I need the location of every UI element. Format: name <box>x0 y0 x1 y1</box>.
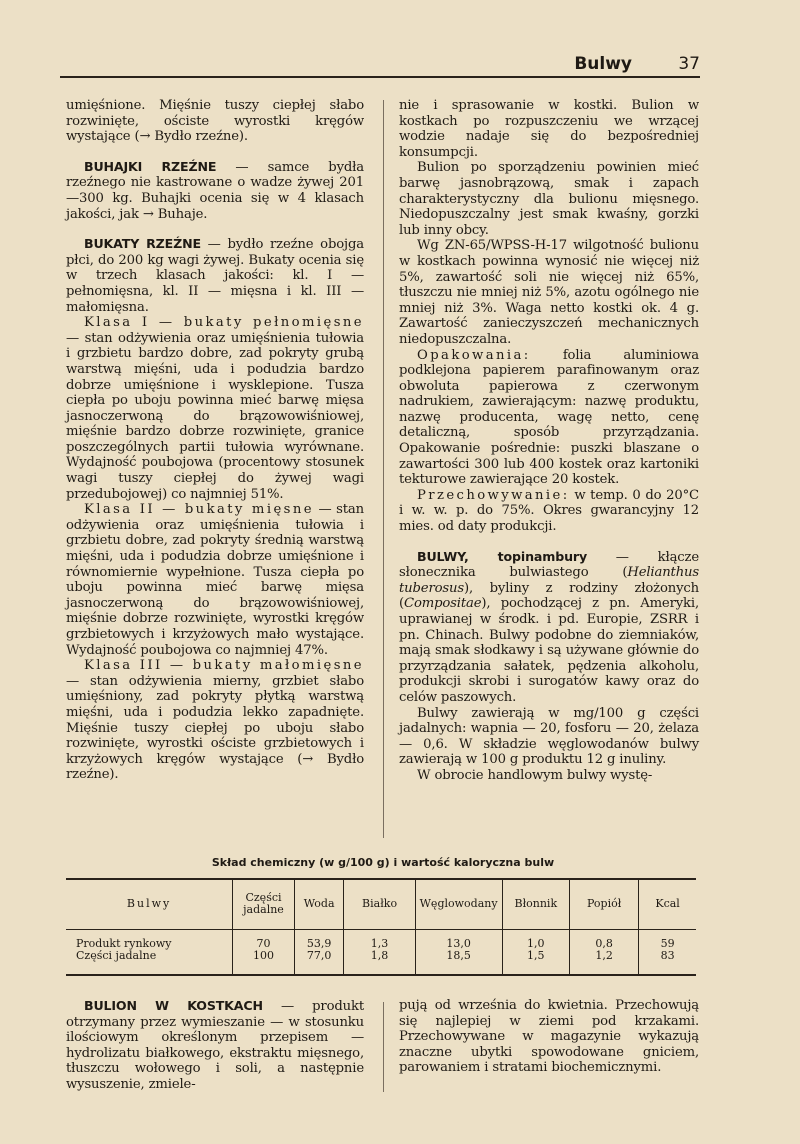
paragraph: W obrocie handlowym bulwy wystę- <box>417 767 653 783</box>
table-cell <box>639 929 696 964</box>
table-header-cell: Białko <box>344 879 415 929</box>
cell-text: 1,5 <box>527 948 545 962</box>
paragraph-text: w temp. 0 do 20°C i w. w. p. do 75%. Okres gwarancyjny 12 mies. od daty produkcji. <box>399 487 699 535</box>
table-cell <box>233 929 295 964</box>
table-header-row <box>66 879 696 929</box>
entry-text: ), byliny z rodziny złożonych ( <box>399 580 699 612</box>
packaging-paragraph <box>399 348 699 488</box>
table-cell <box>415 929 502 964</box>
table-header-cell: Błonnik <box>502 879 569 929</box>
paragraph-text: — stan odżywienia oraz umięśnienia tułowia i grzbietu bardzo dobre, zad pokryty grubą warstwą mięśni, uda i podudzia bardzo dobrze umięśnione i wysklepione. Tusza ciepła po uboju powinna mieć barwę mięsa jasnoczerwoną do brązowowiśniowej, mięśnie bardzo dobrze rozwinięte, granice poszczególnych partii tułowia wyrównane. Wydajność poubojowa (procentowy stosunek wagi tuszy ciepłej do żywej wagi przedubojowej) co najmniej 51%. <box>66 330 364 502</box>
cell-text: 13,0 <box>446 936 471 950</box>
table-header-cell: Węglowodany <box>415 879 502 929</box>
cell-text: 70 <box>256 936 271 950</box>
entry-text: — kłącze słonecznika bulwiastego ( <box>399 549 699 581</box>
table-row <box>66 929 696 964</box>
table-header-cell: Popiół <box>570 879 639 929</box>
cell-text: 18,5 <box>446 948 471 962</box>
entry-keyword: BULWY, topinambury <box>417 548 588 564</box>
cell-text: 83 <box>660 948 675 962</box>
paragraph: Bulwy zawierają w mg/100 g części jadalnych: wapnia — 20, fosforu — 20, żelaza — 0,6. W składzie węglowodanów bulwy zawierają w 100 g produktu 12 g inuliny. <box>399 705 699 768</box>
table-cell <box>344 929 415 964</box>
cell-text: 1,0 <box>527 936 545 950</box>
bottom-left-column <box>66 998 364 1093</box>
paragraph-text: — stan odżywienia oraz umięśnienia tułowia i grzbietu dobre, zad pokryty średnią warstwą mięśni, uda i podudzia dobrze umięśnione i równomiernie wypełnione. Tusza ciepła po uboju powinna mieć barwę mięsa jasnoczerwoną do brązowowiśniowej, mięśnie dobrze rozwinięte, wyrostki kręgów grzbietowych i krzyżowych mało wystające. Wydajność poubojowa co najmniej 47%. <box>66 502 364 658</box>
storage-paragraph <box>399 488 699 535</box>
cell-text: 0,8 <box>595 936 613 950</box>
paragraph-continuation: pują od września do kwietnia. Przechowują się najlepiej w ziemi pod krzakami. Przechowywane w magazynie wykazują znaczne ubytki spowodowane gniciem, parowaniem i stratami biochemicznymi. <box>399 998 699 1076</box>
spaced-term: Przechowywanie: <box>417 487 570 503</box>
right-column <box>399 98 699 784</box>
latin-family: Compositae <box>404 596 482 612</box>
header-title: Bulwy <box>574 54 632 74</box>
column-divider <box>383 1002 384 1092</box>
table-caption: Skład chemiczny (w g/100 g) i wartość kaloryczna bulw <box>211 856 555 869</box>
spaced-term: Klasa I — bukaty pełnomięsne <box>84 315 364 331</box>
cell-text: 53,9 <box>306 936 332 950</box>
class-one-paragraph <box>66 315 364 502</box>
entry-text: — samce bydła rzeźnego nie kastrowane o wadze żywej 201—300 kg. Buhajki ocenia się w 4 klasach jakości, jak → Buhaje. <box>66 159 364 222</box>
running-header <box>60 52 700 78</box>
page-number: 37 <box>678 54 700 74</box>
entry-buhajki <box>66 159 364 222</box>
table-header-cell: Kcal <box>639 879 696 929</box>
cell-text: 59 <box>660 936 675 950</box>
class-two-paragraph <box>66 502 364 658</box>
cell-text: 100 <box>252 948 274 962</box>
paragraph: Wg ZN-65/WPSS-H-17 wilgotność bulionu w kostkach powinna wynosić nie więcej niż 5%, zawartość soli nie więcej niż 65%, tłuszczu nie mniej niż 5%, azotu ogólnego nie mniej niż 3%. Waga netto kostki ok. 4 g. Zawartość zanieczyszczeń mechanicznych niedopuszczalna. <box>399 238 699 347</box>
spaced-term: Opakowania: <box>417 347 531 363</box>
entry-bukaty <box>66 236 364 315</box>
entry-bulwy <box>399 549 699 706</box>
table-header-cell: Części jadalne <box>233 879 295 929</box>
chemical-composition-table <box>66 878 696 976</box>
entry-keyword: BULION W KOSTKACH <box>84 998 263 1013</box>
entry-text: — bydło rzeźne obojga płci, do 200 kg wagi żywej. Bukaty ocenia się w trzech klasach jakości: kl. I — pełnomięsna, kl. II — mięsna i kl. III — małomięsna. <box>66 237 364 315</box>
entry-text: ), pochodzącej z pn. Ameryki, uprawianej w środk. i pd. Europie, ZSRR i pn. Chinach. Bulwy podobne do ziemniaków, mają smak słodkawy i są używane głównie do przyrządzania sałatek, pędzenia alkoholu, produkcji skrobi i surogatów kawy oraz do celów paszowych. <box>399 596 699 705</box>
latin-name: Helianthus tuberosus <box>399 565 699 596</box>
column-divider <box>383 100 384 838</box>
cell-text: 1,3 <box>370 936 389 950</box>
left-column <box>66 98 364 783</box>
table-cell <box>66 929 233 964</box>
entry-bulion <box>66 998 364 1093</box>
class-three-paragraph <box>66 658 364 783</box>
entry-text: — produkt otrzymany przez wymieszanie — w stosunku ilościowym określonym przepisem — hydrolizatu białkowego, ekstraktu mięsnego, tłuszczu wołowego i soli, a następnie wysuszenie, zmiele- <box>66 999 364 1092</box>
bottom-right-column <box>399 998 699 1076</box>
spaced-term: Klasa II — bukaty mięsne <box>84 502 314 518</box>
table-header-cell: Woda <box>294 879 344 929</box>
cell-text: 77,0 <box>306 948 332 962</box>
table-cell <box>502 929 569 964</box>
table-cell <box>570 929 639 964</box>
cell-text: 1,2 <box>595 948 613 962</box>
cell-text: Produkt rynkowy <box>76 936 172 950</box>
paragraph-continuation: nie i sprasowanie w kostki. Bulion w kostkach po rozpuszczeniu we wrzącej wodzie nadaje się do bezpośredniej konsumpcji. <box>399 98 699 160</box>
entry-keyword: BUHAJKI RZEŹNE <box>84 158 217 174</box>
paragraph-text: folia aluminiowa podklejona papierem parafinowanym oraz obwoluta papierowa z czerwonym nadrukiem, zawierającym: nazwę produktu, nazwę producenta, wagę netto, cenę detaliczną, sposób przyrządzania. Opakowanie pośrednie: puszki blaszane o zawartości 300 lub 400 kostek oraz kartoniki tekturowe zawierające 20 kostek. <box>399 347 699 488</box>
paragraph-continuation: umięśnione. Mięśnie tuszy ciepłej słabo rozwinięte, ościste wyrostki kręgów wystające (→ Bydło rzeźne). <box>66 98 364 145</box>
spaced-term: Klasa III — bukaty małomięsne <box>84 658 364 674</box>
cell-text: Części jadalne <box>76 948 157 962</box>
paragraph-text: — stan odżywienia mierny, grzbiet słabo umięśniony, zad pokryty płytką warstwą mięśni, uda i podudzia lekko zapadnięte. Mięśnie tuszy ciepłej po uboju słabo rozwinięte, wyrostki ościste grzbietowych i krzyżowych kręgów wystające (→ Bydło rzeźne). <box>66 673 364 783</box>
table-header-cell: Bulwy <box>66 879 233 929</box>
table-cell <box>294 929 344 964</box>
table-spacer-row <box>66 964 696 975</box>
paragraph: Bulion po sporządzeniu powinien mieć barwę jasnobrązową, smak i zapach charakterystyczny dla bulionu mięsnego. Niedopuszczalny jest smak kwaśny, gorzki lub inny obcy. <box>399 160 699 238</box>
entry-keyword: BUKATY RZEŹNE <box>84 236 201 252</box>
cell-text: 1,8 <box>370 948 389 962</box>
